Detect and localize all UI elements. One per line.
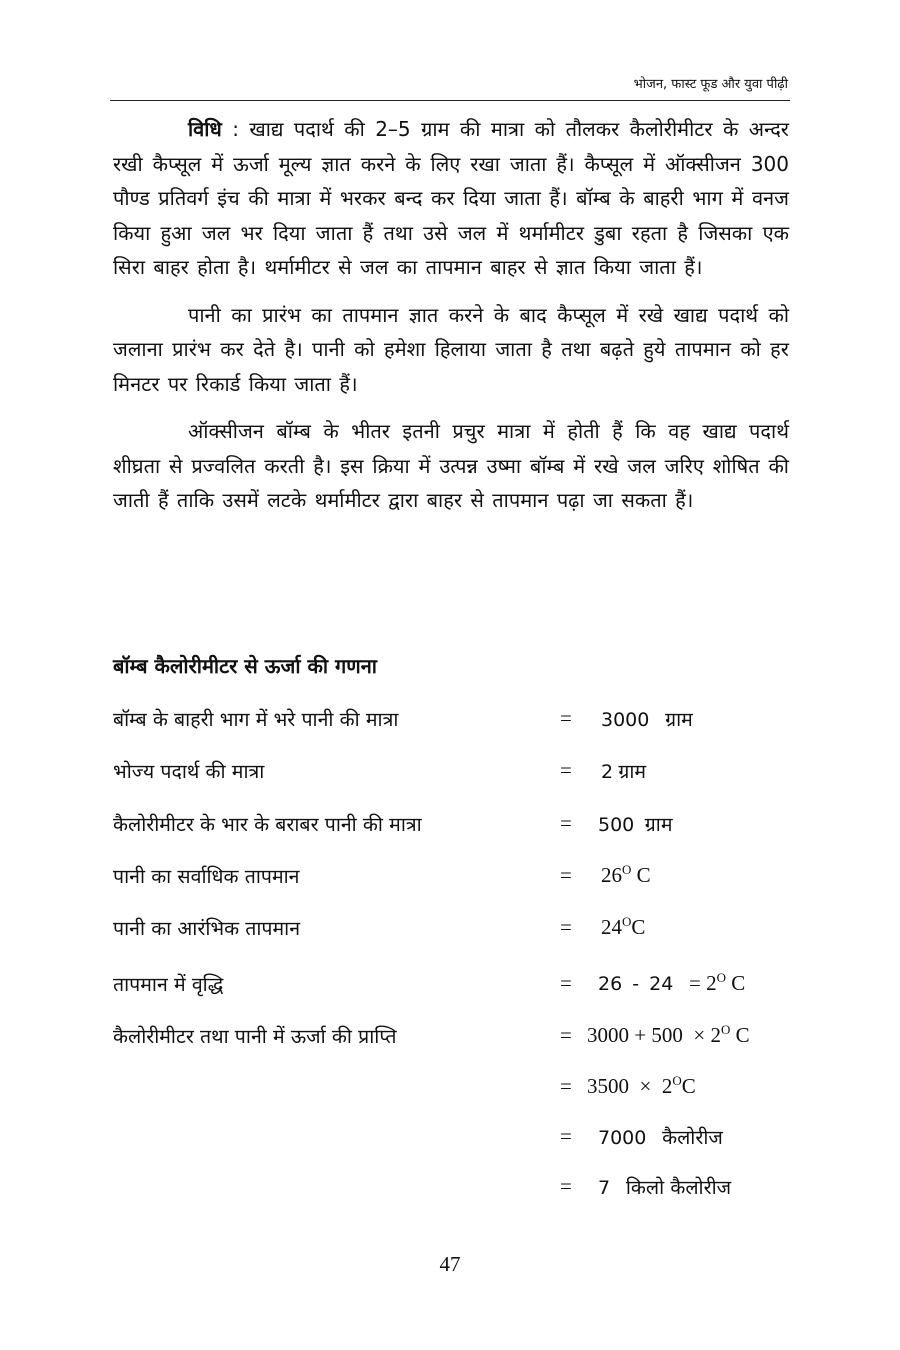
degree-mark: O (622, 862, 632, 877)
running-header: भोजन, फास्ट फूड और युवा पीढ़ी (633, 77, 788, 92)
body-text (113, 112, 789, 518)
value-unit: C (731, 971, 746, 995)
value-number: 26 (601, 863, 622, 887)
equals-sign: = (560, 1074, 572, 1098)
value-unit: ग्राम (644, 813, 673, 836)
calc-value (587, 1073, 696, 1099)
calc-row-max-temperature (113, 862, 803, 898)
equals-sign: = (560, 811, 572, 835)
value-unit: ग्राम (665, 708, 693, 731)
calc-row-temperature-rise (113, 970, 803, 1006)
degree-mark: O (672, 1073, 682, 1088)
calc-row-water-equivalent (113, 810, 803, 846)
calc-value (593, 705, 693, 732)
equals-sign: = (689, 971, 701, 995)
value-number: 7 (598, 1177, 611, 1199)
degree-mark: O (622, 914, 632, 929)
value-number: 500 (598, 814, 635, 836)
value-number: 7000 (598, 1127, 647, 1149)
value-unit: ग्राम (618, 760, 647, 783)
calc-label: कैलोरीमीटर तथा पानी में ऊर्जा की प्राप्ति (113, 1025, 397, 1048)
equals-sign: = (560, 971, 572, 995)
value-unit: C (681, 1074, 696, 1098)
calc-value (593, 862, 651, 888)
header-rule (110, 100, 790, 101)
value-expression: 3000 + 500 (587, 1023, 683, 1047)
value-number: 2 (661, 1074, 673, 1098)
section-heading: बॉम्ब कैलोरीमीटर से ऊर्जा की गणना (113, 654, 377, 678)
times-sign: × (639, 1074, 652, 1098)
value-unit: C (735, 1023, 750, 1047)
calc-value (593, 914, 645, 940)
calc-row-calories (113, 1123, 803, 1159)
paragraph-method (113, 112, 789, 285)
equals-sign: = (560, 758, 572, 782)
paragraph-method-text: : खाद्य पदार्थ की 2–5 ग्राम की मात्रा को तौलकर कैलोरीमीटर के अन्दर रखी कैप्सूल में ऊर्जा मूल्य ज्ञात करने के लिए रखा जाता हैं। कैप्सूल में ऑक्सीजन 300 पौण्ड प्रतिवर्ग इंच की मात्रा में भरकर बन्द कर दिया जाता हैं। बॉम्ब के बाहरी भाग में वनज किया हुआ जल भर दिया जाता हैं तथा उसे जल में थर्मामीटर डुबा रहता है जिसका एक सिरा बाहर होता है। थर्मामीटर से जल का तापमान बाहर से ज्ञात किया जाता हैं। (113, 117, 789, 279)
calc-value (593, 970, 745, 996)
equals-sign: = (560, 863, 572, 887)
calc-label: पानी का सर्वाधिक तापमान (113, 865, 300, 888)
calc-label: तापमान में वृद्धि (113, 973, 224, 996)
calc-row-kilocalories (113, 1173, 803, 1209)
paragraph-lead: विधि (188, 117, 222, 141)
calc-value (593, 810, 672, 837)
value-unit: C (631, 915, 646, 939)
value-unit: किलो कैलोरीज (625, 1176, 732, 1199)
calc-row-food-mass (113, 757, 803, 793)
calc-label: पानी का आरंभिक तापमान (113, 917, 301, 940)
degree-mark: O (716, 970, 727, 985)
value-number: 3000 (601, 709, 650, 731)
value-number: 24 (601, 915, 622, 939)
calc-value (587, 1022, 750, 1048)
calc-row-energy-product (113, 1073, 803, 1109)
paragraph-initial-temperature: पानी का प्रारंभ का तापमान ज्ञात करने के बाद कैप्सूल में रखे खाद्य पदार्थ को जलाना प्रारंभ कर देते है। पानी को हमेशा हिलाया जाता है तथा बढ़ते हुये तापमान को हर मिनटर पर रिकार्ड किया जाता हैं। (113, 302, 789, 396)
equals-sign: = (560, 1023, 572, 1047)
times-sign: × (693, 1023, 706, 1047)
calc-label: भोज्य पदार्थ की मात्रा (113, 760, 265, 783)
calc-row-initial-temperature (113, 914, 803, 950)
value-number: 2 (710, 1023, 721, 1047)
degree-mark: O (720, 1022, 731, 1037)
value-expression: 3500 (587, 1074, 629, 1098)
page-number: 47 (439, 1252, 461, 1276)
calc-value (598, 1123, 723, 1150)
value-unit: C (636, 863, 651, 887)
calc-row-energy-gain (113, 1022, 803, 1058)
equals-sign: = (560, 706, 572, 730)
calc-label: कैलोरीमीटर के भार के बराबर पानी की मात्रा (113, 813, 422, 836)
value-number: 2 (601, 761, 614, 783)
calc-label: बॉम्ब के बाहरी भाग में भरे पानी की मात्रा (113, 708, 399, 731)
calc-row-outer-water (113, 705, 803, 741)
value-number: 2 (706, 971, 717, 995)
value-unit: कैलोरीज (662, 1126, 723, 1149)
equals-sign: = (560, 1124, 572, 1148)
calc-value (593, 757, 646, 784)
calc-value (598, 1173, 731, 1200)
equals-sign: = (560, 1174, 572, 1198)
paragraph-oxygen-bomb: ऑक्सीजन बॉम्ब के भीतर इतनी प्रचुर मात्रा में होती हैं कि वह खाद्य पदार्थ शीघ्रता से प्रज्वलित करती है। इस क्रिया में उत्पन्न उष्मा बॉम्ब में रखे जल जरिए शोषित की जाती हैं ताकि उसमें लटके थर्मामीटर द्वारा बाहर से तापमान पढ़ा जा सकता हैं। (113, 419, 789, 512)
equals-sign: = (560, 915, 572, 939)
value-expression: 26 - 24 (598, 973, 674, 995)
